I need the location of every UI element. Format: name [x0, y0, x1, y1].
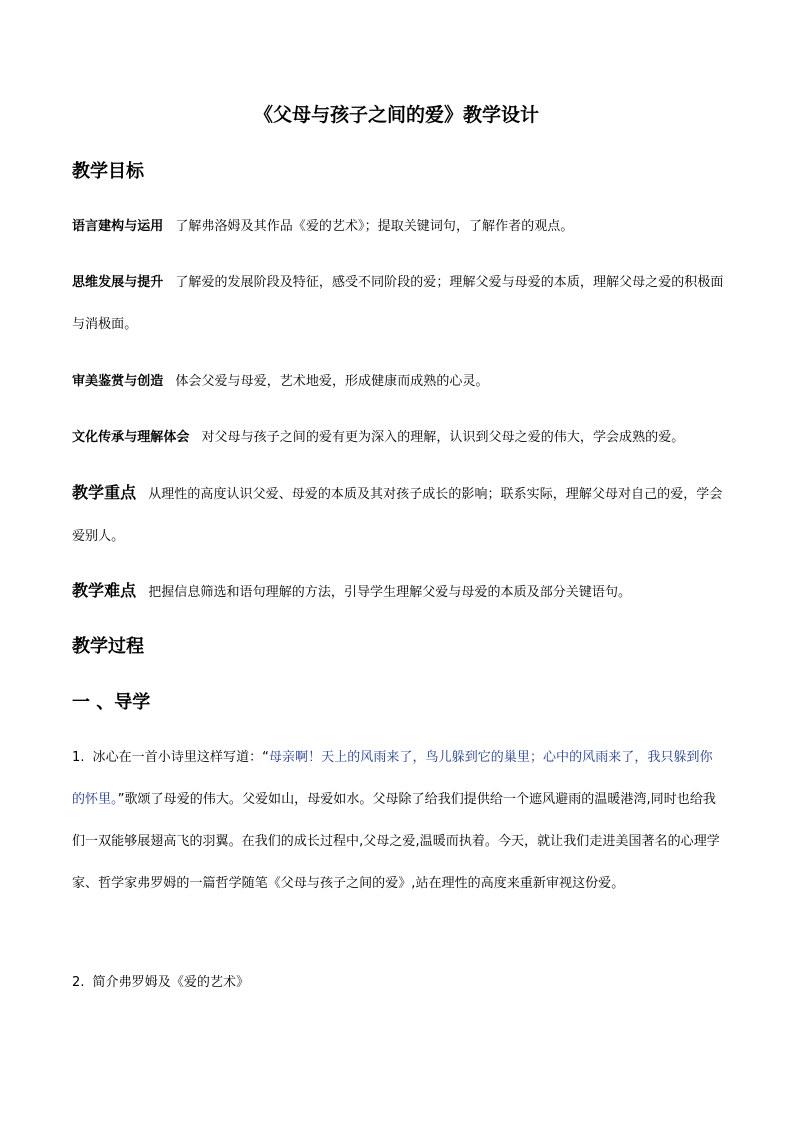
section-1-heading: 一 、导学	[72, 692, 151, 713]
key-point	[72, 472, 724, 558]
objective-label: 文化传承与理解体会	[72, 430, 190, 445]
key-point-label: 教学重点	[72, 483, 137, 502]
objective-label: 思维发展与提升	[72, 275, 164, 290]
item-2-text: 简介弗罗姆及《爱的艺术》	[92, 975, 250, 990]
poem-quote: 母亲啊！天上的风雨来了，鸟儿躲到它的巢里；心中的风雨来了，我只躲到你的怀里。	[72, 750, 713, 807]
objective-item	[72, 262, 724, 346]
difficulty	[72, 570, 724, 614]
item-1-intro: 冰心在一首小诗里这样写道：“	[92, 750, 269, 765]
document-title: 《父母与孩子之间的爱》教学设计	[253, 104, 539, 126]
objective-item	[72, 417, 724, 459]
objective-text: 对父母与孩子之间的爱有更为深入的理解，认识到父母之爱的伟大，学会成熟的爱。	[201, 430, 685, 445]
item-number: 1.	[72, 750, 85, 765]
objective-text: 了解弗洛姆及其作品《爱的艺术》；提取关键词句，了解作者的观点。	[175, 219, 574, 234]
difficulty-text: 把握信息筛选和语句理解的方法，引导学生理解父爱与母爱的本质及部分关键语句。	[148, 585, 632, 600]
objectives-heading: 教学目标	[72, 161, 144, 182]
difficulty-label: 教学难点	[72, 581, 137, 600]
guide-item-2	[72, 962, 724, 1004]
objective-label: 语言建构与运用	[72, 219, 164, 234]
item-number: 2.	[72, 975, 85, 990]
objective-item	[72, 361, 724, 403]
objective-label: 审美鉴赏与创造	[72, 374, 164, 389]
objective-text: 了解爱的发展阶段及特征，感受不同阶段的爱；理解父爱与母爱的本质，理解父母之爱的积极面与消极面。	[72, 275, 724, 332]
item-1-body: ”歌颂了母爱的伟大。父爱如山，母爱如水。父母除了给我们提供给一个遮风避雨的温暖港湾,同时也给我们一双能够展翅高飞的羽翼。在我们的成长过程中,父母之爱,温暖而执着。今天，就让我们走进美国著名的心理学家、哲学家弗罗姆的一篇哲学随笔《父母与孩子之间的爱》,站在理性的高度来重新审视这份爱。	[72, 792, 720, 891]
process-heading: 教学过程	[72, 636, 144, 657]
objective-item	[72, 206, 724, 248]
key-point-text: 从理性的高度认识父爱、母爱的本质及其对孩子成长的影响；联系实际，理解父母对自己的爱，学会爱别人。	[72, 487, 723, 544]
guide-item-1	[72, 737, 724, 905]
objective-text: 体会父爱与母爱，艺术地爱，形成健康而成熟的心灵。	[175, 374, 489, 389]
